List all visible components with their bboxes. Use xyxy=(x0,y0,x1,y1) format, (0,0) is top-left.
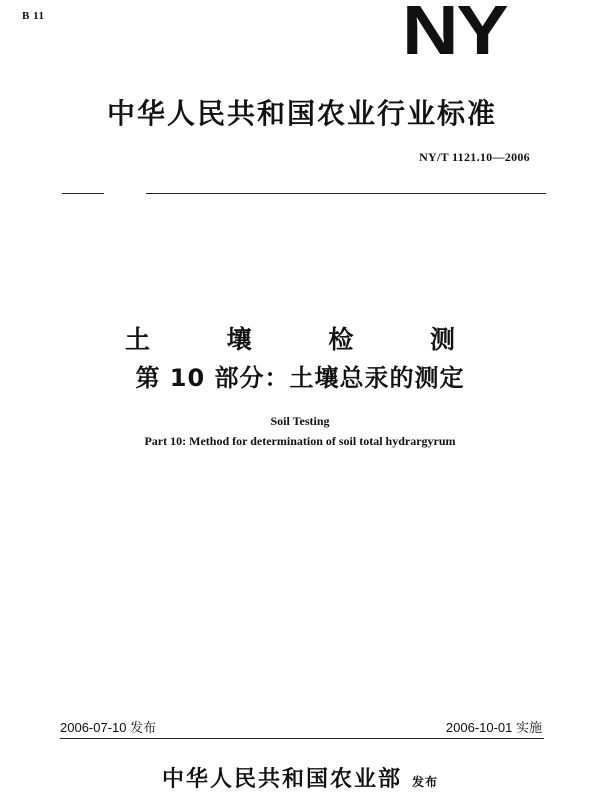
standard-code: NY/T 1121.10—2006 xyxy=(419,150,530,164)
divider-right xyxy=(146,193,546,194)
ny-logo: NY xyxy=(402,0,507,69)
classification-code: B 11 xyxy=(22,10,45,22)
implement-date: 2006-10-01 实施 xyxy=(445,720,542,735)
divider-left xyxy=(62,193,104,194)
title-chinese-sub: 第 10 部分：土壤总汞的测定 xyxy=(135,364,465,392)
footer-divider xyxy=(60,738,544,739)
issue-date: 2006-07-10 发布 xyxy=(60,720,157,735)
title-chinese-main: 土 壤 检 测 xyxy=(124,325,476,354)
standard-title: 中华人民共和国农业行业标准 xyxy=(106,97,497,130)
publisher-name: 中华人民共和国农业部 xyxy=(161,767,402,792)
publisher-note: 发布 xyxy=(412,775,439,789)
title-english-sub: Part 10: Method for determination of soil total hydrargyrum xyxy=(144,434,456,448)
title-english-main: Soil Testing xyxy=(270,414,330,428)
publisher xyxy=(0,762,600,793)
